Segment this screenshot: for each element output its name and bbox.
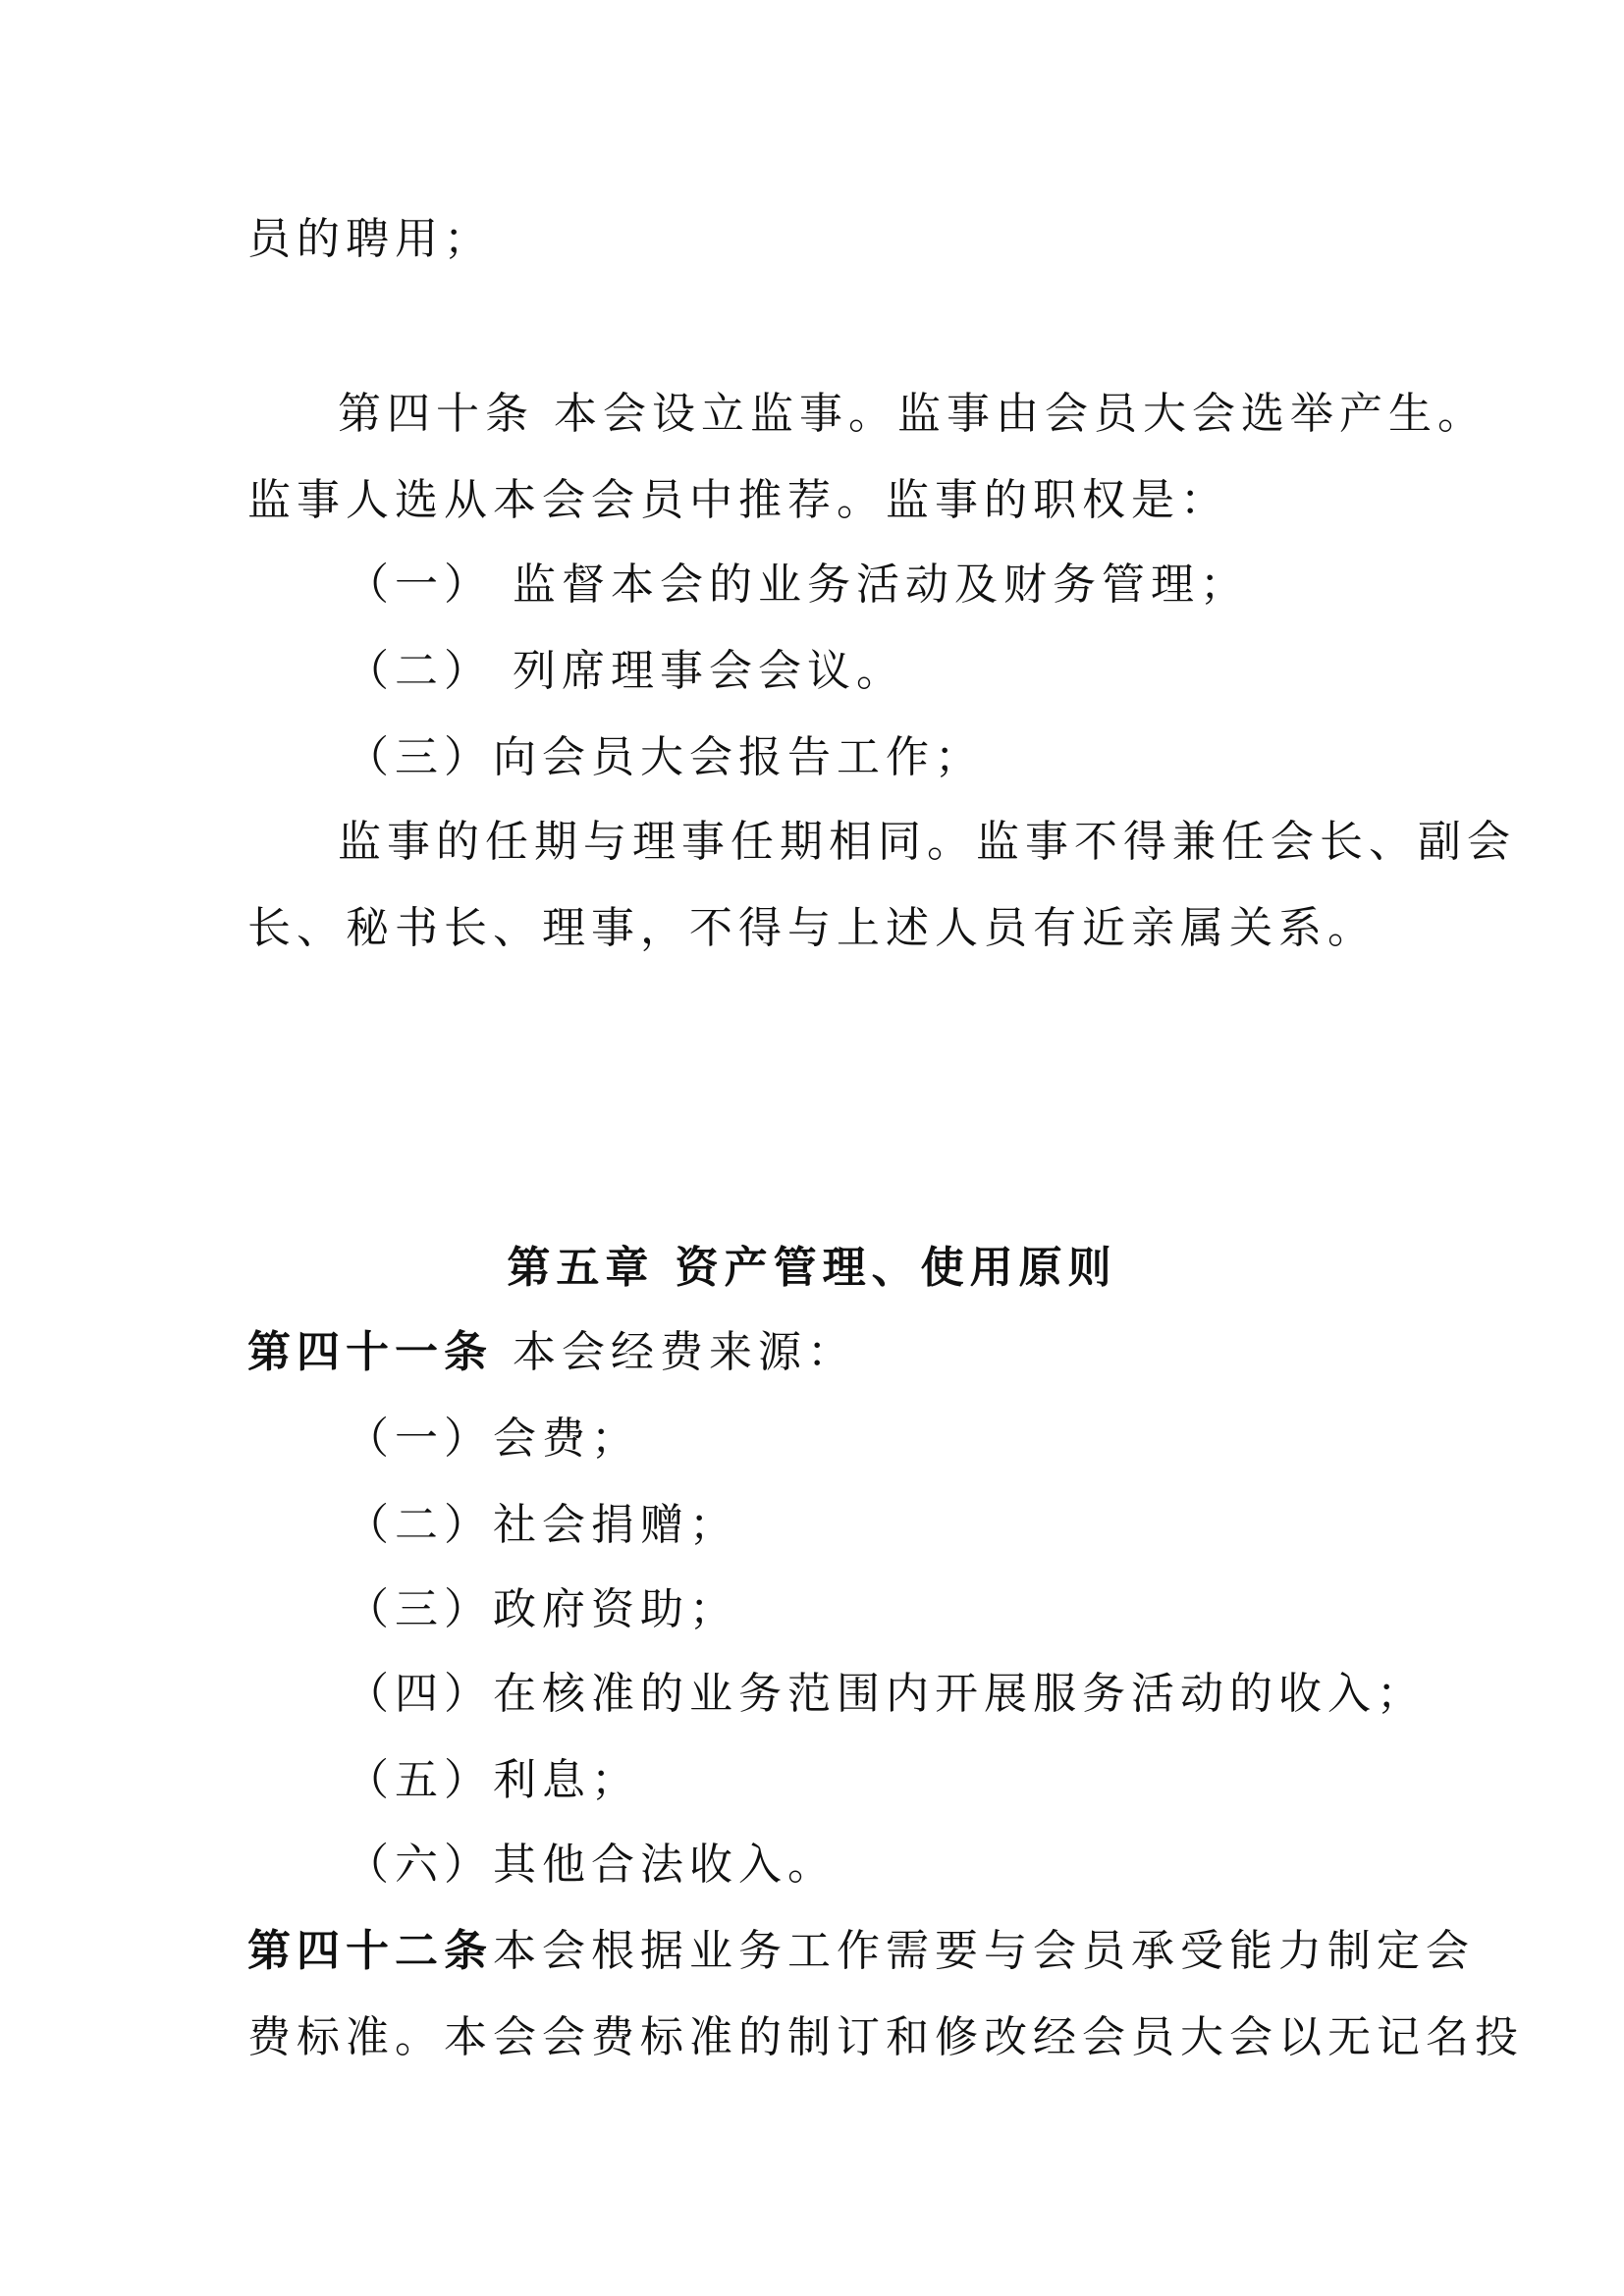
article-41-label: 第四十一条 bbox=[247, 1327, 493, 1377]
article-41-text: 本会经费来源： bbox=[493, 1327, 856, 1377]
article-41-line bbox=[247, 1323, 856, 1382]
article-40-paragraph-line-1: 监事的任期与理事任期相同。监事不得兼任会长、副会 bbox=[338, 817, 1516, 867]
chapter-title: 第五章 资产管理、使用原则 bbox=[507, 1243, 1117, 1293]
article-42-line-2: 费标准。本会会费标准的制订和修改经会员大会以无记名投 bbox=[247, 2012, 1524, 2062]
article-42-text: 本会根据业务工作需要与会员承受能力制定会 bbox=[493, 1926, 1475, 1976]
article-42-label: 第四十二条 bbox=[247, 1926, 493, 1976]
article-41-item: （三）政府资助； bbox=[346, 1584, 738, 1634]
article-40-line-1: 第四十条 本会设立监事。监事由会员大会选举产生。 bbox=[338, 389, 1487, 439]
article-40-paragraph-line-2: 长、秘书长、理事，不得与上述人员有近亲属关系。 bbox=[247, 903, 1377, 953]
article-41-item: （六）其他合法收入。 bbox=[346, 1840, 837, 1890]
article-42-line-1 bbox=[247, 1922, 1475, 1981]
article-41-item: （二）社会捐赠； bbox=[346, 1500, 738, 1550]
article-41-item: （四）在核准的业务范围内开展服务活动的收入； bbox=[346, 1669, 1426, 1719]
article-40-item-2: （二） 列席理事会会议。 bbox=[346, 646, 905, 696]
article-40-line-2: 监事人选从本会会员中推荐。监事的职权是： bbox=[247, 475, 1229, 525]
article-40-item-3: （三）向会员大会报告工作； bbox=[346, 732, 984, 782]
article-40-item-1: （一） 监督本会的业务活动及财务管理； bbox=[346, 560, 1249, 610]
text-line: 员的聘用； bbox=[247, 214, 493, 264]
article-41-item: （一）会费； bbox=[346, 1414, 640, 1464]
article-41-item: （五）利息； bbox=[346, 1755, 640, 1805]
